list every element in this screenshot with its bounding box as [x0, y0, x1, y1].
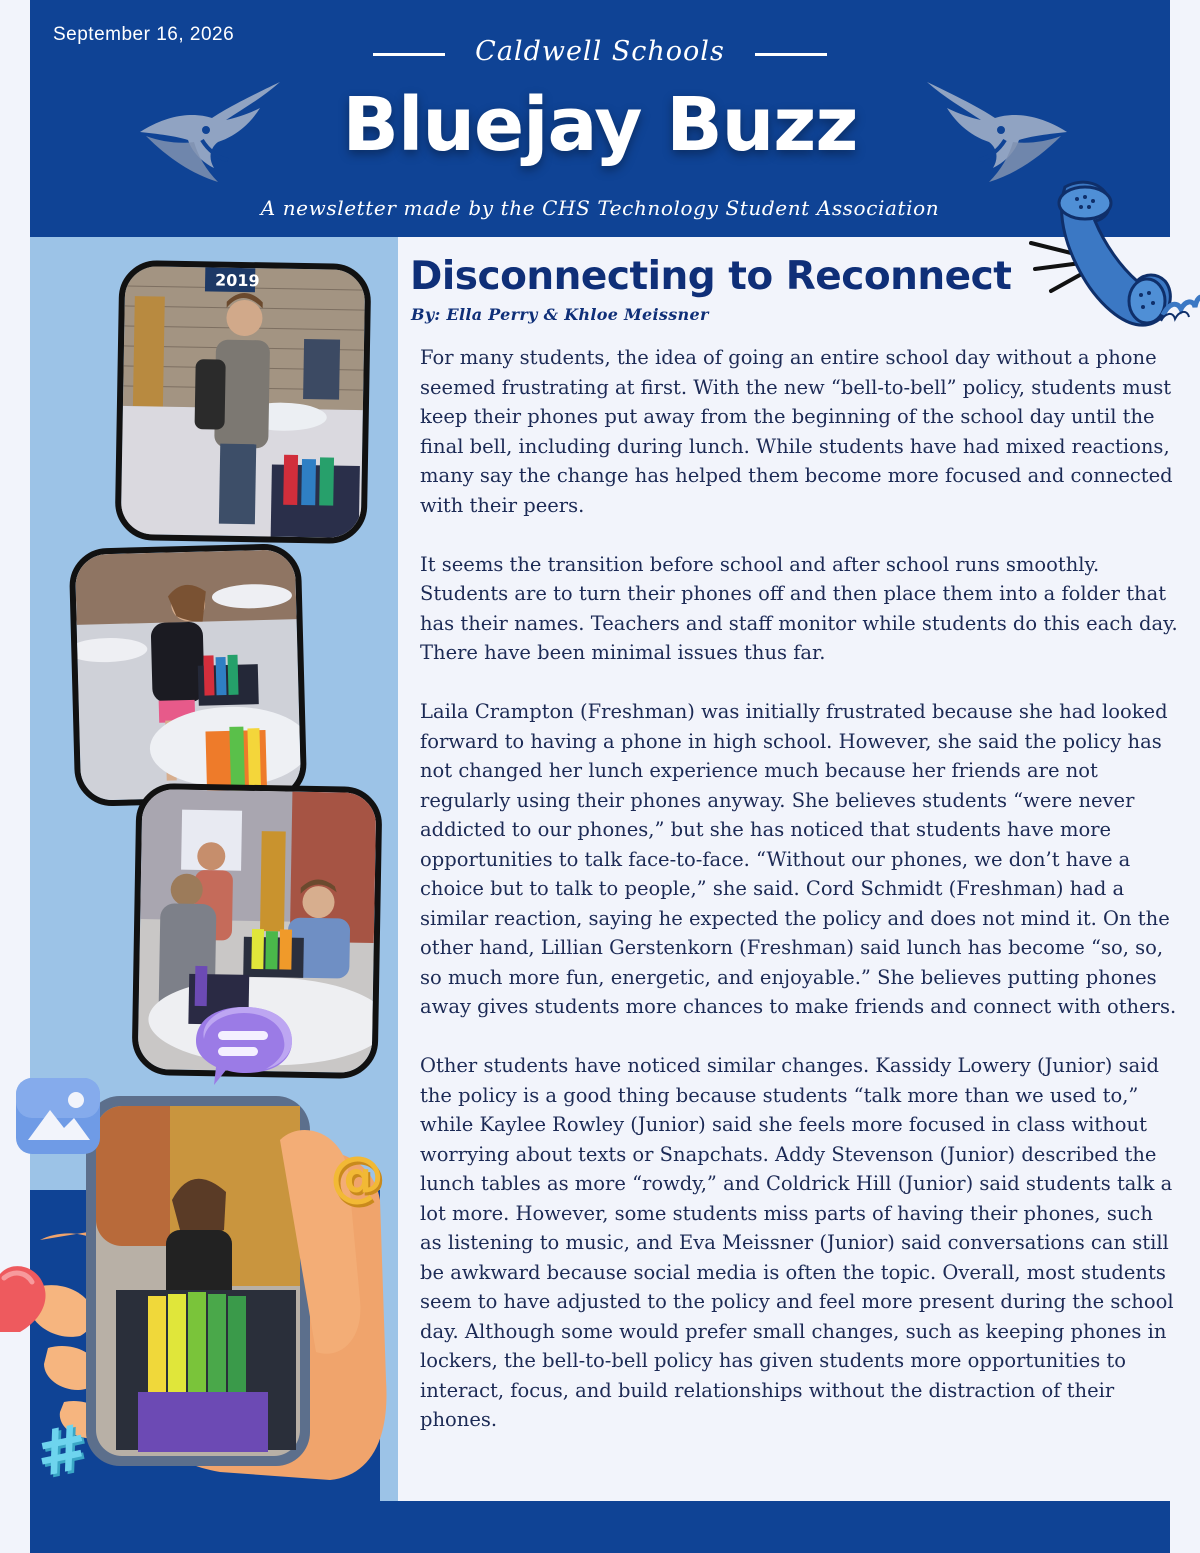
issue-date: September 16, 2026 — [53, 24, 235, 45]
photo-student-folder-2 — [69, 543, 308, 807]
divider-right — [755, 53, 827, 56]
article-paragraph: Laila Crampton (Freshman) was initially frustrated because she had looked forward to having a phone in high school. However, she said the policy has not changed her lunch experience much because her friends are not regularly using their phones anyway. She believes students “were never addicted to our phones,” but she has noticed that students have more opportunities to talk face-to-face. “Without our phones, we don’t have a choice but to talk to people,” she said. Cord Schmidt (Freshman) had a similar reaction, saying he expected the policy and does not mind it. On the other hand, Lillian Gerstenkorn (Freshman) said lunch has become “so, so, so much more fun, energetic, and enjoyable.” She believes putting phones away gives students more chances to make friends and connect with others. — [420, 700, 1177, 1018]
school-name: Caldwell Schools — [475, 36, 725, 67]
article-byline: By: Ella Perry & Khloe Meissner — [411, 305, 709, 324]
photo-student-folder-1 — [115, 260, 372, 544]
school-name-row — [373, 36, 827, 72]
chat-bubble-icon — [192, 1003, 296, 1089]
article-body — [420, 343, 1180, 1435]
image-icon — [12, 1074, 104, 1158]
sign-number: 2019 — [214, 270, 260, 291]
article-paragraph: It seems the transition before school and after school runs smoothly. Students are to turn their phones off and then place them into a folder that has their names. Teachers and staff monitor while students do this each day. There have been minimal issues thus far. — [420, 552, 1178, 664]
heart-icon — [0, 1262, 50, 1334]
article-title: Disconnecting to Reconnect — [410, 254, 1012, 299]
newsletter-tagline: A newsletter made by the CHS Technology Student Association — [260, 196, 940, 220]
hashtag-icon: # — [28, 1409, 95, 1492]
footer-banner — [30, 1501, 1170, 1553]
telephone-icon — [1025, 175, 1200, 335]
article-paragraph: For many students, the idea of going an entire school day without a phone seemed frustrating at first. With the new “bell-to-bell” policy, students must keep their phones put away from the beginning of the school day until the final bell, including during lunch. While students have had mixed reactions, many say the change has helped them become more focused and connected with their peers. — [420, 346, 1173, 517]
at-icon: @ — [330, 1145, 384, 1208]
newsletter-title: Bluejay Buzz — [342, 82, 858, 168]
article-paragraph: Other students have noticed similar changes. Kassidy Lowery (Junior) said the policy is a good thing because students “talk more than we used to,” while Kaylee Rowley (Junior) said she feels more focused in class without worrying about texts or Snapchats. Addy Stevenson (Junior) described the lunch tables as more “rowdy,” and Coldrick Hill (Junior) said students talk a lot more. However, some students miss parts of having their phones, such as listening to music, and Eva Meissner (Junior) said conversations can still be awkward because social media is often the topic. Overall, most students seem to have adjusted to the policy and feel more present during the school day. Although some would prefer small changes, such as keeping phones in lockers, the bell-to-bell policy has given students more opportunities to interact, focus, and build relationships without the distraction of their phones. — [420, 1054, 1174, 1431]
